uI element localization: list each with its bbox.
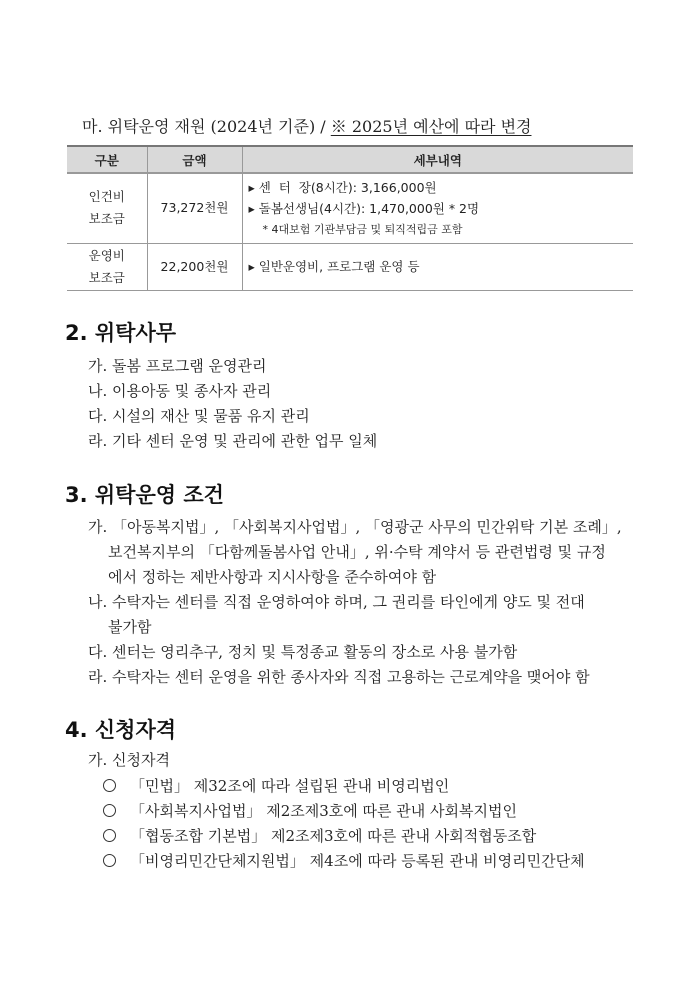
eligibility-text: 「사회복지사업법」 제2조제3호에 따른 관내 사회복지법인 [130,802,517,820]
budget-table [67,145,633,291]
section3-line: 에서 정하는 제반사항과 지시사항을 준수하여야 함 [108,568,437,586]
detail-note: * 4대보험 기관부담금 및 퇴직적립금 포함 [262,222,463,236]
eligibility-item [103,851,585,871]
circle-bullet-icon [103,854,116,867]
section2-item: 라. 기타 센터 운영 및 관리에 관한 업무 일체 [88,432,378,450]
section3-line: 불가함 [108,618,152,636]
section2-heading: 2. 위탁사무 [65,321,177,345]
eligibility-text: 「비영리민간단체지원법」 제4조에 따라 등록된 관내 비영리민간단체 [130,852,585,870]
table-header-row [67,146,633,173]
detail-line: ▸ 센 터 장(8시간): 3,166,000원 [248,179,437,195]
eligibility-item [103,776,449,796]
circle-bullet-icon [103,804,116,817]
category-line: 운영비 [88,247,125,263]
header-amount: 금액 [147,146,242,173]
category-line: 보조금 [88,211,125,227]
circle-bullet-icon [103,829,116,842]
section2-item: 다. 시설의 재산 및 물품 유지 관리 [88,407,310,425]
row-amount: 22,200천원 [147,243,242,290]
eligibility-item [103,826,536,846]
budget-title [82,114,531,137]
eligibility-text: 「민법」 제32조에 따라 설립된 관내 비영리법인 [130,777,450,795]
section3-heading: 3. 위탁운영 조건 [65,483,224,507]
eligibility-text: 「협동조합 기본법」 제2조제3호에 따른 관내 사회적협동조합 [130,827,537,845]
category-line: 보조금 [88,269,125,285]
section2-item: 가. 돌봄 프로그램 운영관리 [88,357,267,375]
detail-line: ▸ 돌봄선생님(4시간): 1,470,000원 * 2명 [248,200,480,216]
eligibility-item [103,801,517,821]
row-details [242,173,633,243]
row-category [67,173,147,243]
section3-line: 가. 「아동복지법」, 「사회복지사업법」, 「영광군 사무의 민간위탁 기본 조례」, [88,518,622,536]
table-row [67,243,633,290]
section2-item: 나. 이용아동 및 종사자 관리 [88,382,272,400]
row-category [67,243,147,290]
circle-bullet-icon [103,779,116,792]
budget-title-note: ※ 2025년 예산에 따라 변경 [330,117,532,136]
section3-line: 보건복지부의 「다함께돌봄사업 안내」, 위·수탁 계약서 등 관련법령 및 규정 [108,543,606,561]
row-amount: 73,272천원 [147,173,242,243]
row-details [242,243,633,290]
header-category: 구분 [67,146,147,173]
section3-line: 나. 수탁자는 센터를 직접 운영하여야 하며, 그 권리를 타인에게 양도 및 전대 [88,593,585,611]
section4-heading: 4. 신청자격 [65,718,177,742]
table-row [67,173,633,243]
header-details: 세부내역 [242,146,633,173]
budget-title-text: 마. 위탁운영 재원 (2024년 기준) / [82,117,331,136]
category-line: 인건비 [88,189,125,205]
section3-line: 라. 수탁자는 센터 운영을 위한 종사자와 직접 고용하는 근로계약을 맺어야 함 [88,668,590,686]
section4-sub: 가. 신청자격 [88,751,170,769]
detail-line: ▸ 일반운영비, 프로그램 운영 등 [248,259,420,274]
section3-line: 다. 센터는 영리추구, 정치 및 특정종교 활동의 장소로 사용 불가함 [88,643,518,661]
